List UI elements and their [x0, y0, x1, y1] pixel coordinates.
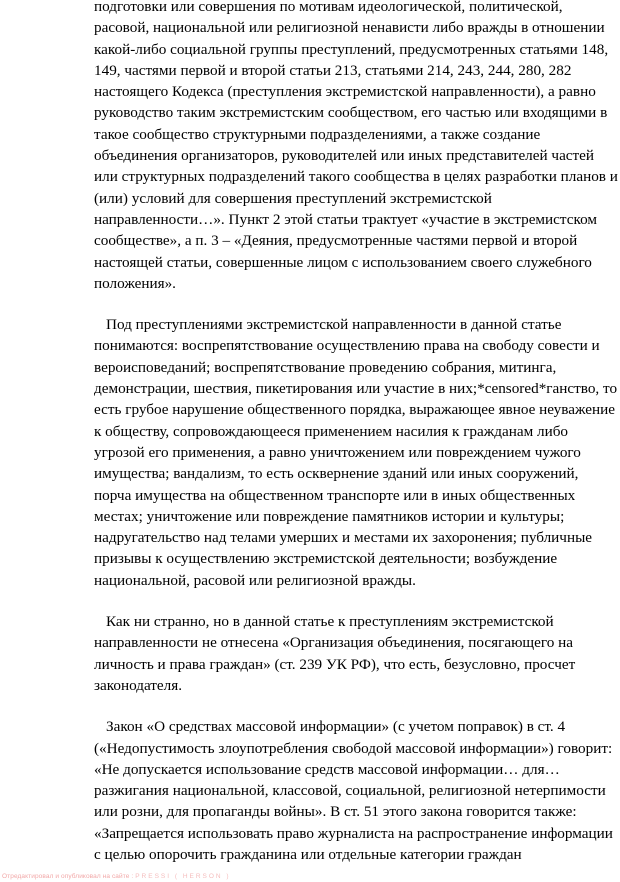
text-line: понимаются: воспрепятствование осуществлению права на свободу совести и	[94, 337, 600, 355]
text-line: призывы к осуществлению экстремистской деятельности; возбуждение	[94, 550, 558, 568]
text-line: какой-либо социальной группы преступлений, предусмотренных статьями 148,	[94, 40, 609, 58]
text-line: или розни, для пропаганды войны». В ст. 51 этого закона говорится также:	[94, 803, 577, 821]
text-line: надругательство над телами умерших и местами их захоронения; публичные	[94, 529, 593, 547]
text-line: угрозой его применения, а равно уничтожением или повреждением чужого	[94, 443, 581, 461]
text-line: расовой, национальной или религиозной ненависти либо вражды в отношении	[94, 19, 605, 37]
text-line: есть грубое нарушение общественного порядка, выражающее явное неуважение	[94, 401, 615, 419]
text-line: положения».	[94, 274, 176, 292]
footer-site: PRESSI ( HERSON )	[135, 873, 231, 880]
paragraph-4	[94, 716, 613, 865]
text-line: направленности…». Пункт 2 этой статьи трактует «участие в экстремистском	[94, 210, 597, 228]
text-line: настоящей статьи, совершенные лицом с использованием своего служебного	[94, 253, 592, 271]
paragraph-1	[94, 0, 618, 294]
text-line: Как ни странно, но в данной статье к преступлениям экстремистской	[106, 613, 554, 631]
text-line: с целью опорочить гражданина или отдельные категории граждан	[94, 845, 522, 863]
text-line: 149, частями первой и второй статьи 213, статьями 214, 243, 244, 280, 282	[94, 61, 572, 79]
text-line: («Недопустимость злоупотребления свободой массовой информации») говорит:	[94, 739, 613, 757]
text-line: настоящего Кодекса (преступления экстремистской направленности), а равно	[94, 83, 596, 101]
text-line: имущества; вандализм, то есть осквернение зданий или иных сооружений,	[94, 465, 579, 483]
text-line: направленности не отнесена «Организация объединения, посягающего на	[94, 634, 573, 652]
text-line: порча имущества на общественном транспорте или в иных общественных	[94, 486, 576, 504]
text-line: Под преступлениями экстремистской направленности в данной статье	[106, 316, 562, 334]
text-line: такое сообщество структурными подразделениями, а также создание	[94, 125, 541, 143]
text-line: местах; уничтожение или повреждение памятников истории и культуры;	[94, 507, 565, 525]
text-line: вероисповеданий; воспрепятствование проведению собрания, митинга,	[94, 358, 557, 376]
text-line: руководство таким экстремистским сообществом, его частью или входящими в	[94, 104, 608, 122]
paragraph-3	[94, 611, 604, 696]
footer-text: Отредактировал и опубликовал на сайте :	[2, 873, 136, 880]
text-line: Закон «О средствах массовой информации» (с учетом поправок) в ст. 4	[106, 718, 566, 736]
text-line: национальной, расовой или религиозной вражды.	[94, 571, 416, 589]
text-line: объединения организаторов, руководителей или иных представителей частей	[94, 147, 595, 165]
text-line: (или) условий для совершения преступлений экстремистской	[94, 189, 492, 207]
text-line: законодателя.	[94, 676, 183, 694]
publisher-footer	[2, 873, 231, 880]
text-line: или структурных подразделений такого сообщества в целях разработки планов и	[94, 168, 618, 186]
text-line: личность и права граждан» (ст. 239 УК РФ), что есть, безусловно, просчет	[94, 655, 576, 673]
text-line: подготовки или совершения по мотивам идеологической, политической,	[94, 0, 563, 15]
text-line: разжигания национальной, классовой, социальной, религиозной нетерпимости	[94, 782, 606, 800]
paragraph-2	[94, 314, 618, 591]
text-line: к обществу, сопровождающееся применением насилия к гражданам либо	[94, 422, 569, 440]
text-line: «Запрещается использовать право журналиста на распространение информации	[94, 824, 613, 842]
text-line: демонстрации, шествия, пикетирования или участие в них;*censored*ганство, то	[94, 380, 618, 398]
text-line: «Не допускается использование средств массовой информации… для…	[94, 760, 560, 778]
text-line: сообществе», а п. 3 – «Деяния, предусмотренные частями первой и второй	[94, 232, 578, 250]
